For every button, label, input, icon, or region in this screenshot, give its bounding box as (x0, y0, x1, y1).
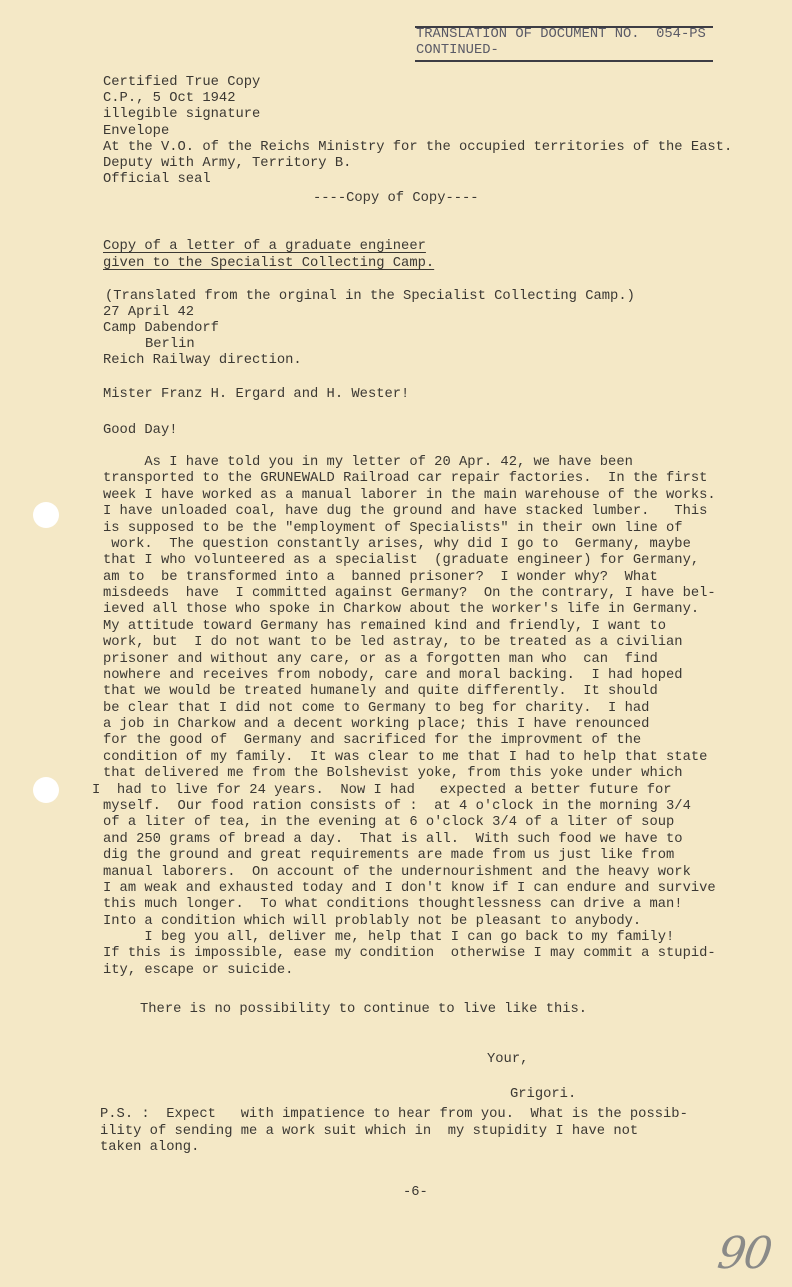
body-line: condition of my family. It was clear to me that I had to help that state (103, 749, 708, 765)
copy-of-copy: ----Copy of Copy---- (313, 191, 479, 206)
body-line: ieved all those who spoke in Charkow about the worker's life in Germany. (103, 602, 700, 618)
translated-note: (Translated from the orginal in the Specialist Collecting Camp.) (105, 289, 635, 304)
body-line: that I who volunteered as a specialist (graduate engineer) for Germany, (103, 553, 700, 569)
letter-salutation: Mister Franz H. Ergard and H. Wester! (103, 387, 410, 402)
certification-line: Official seal (103, 172, 211, 188)
closing-line: There is no possibility to continue to live like this. (140, 1002, 588, 1017)
body-line: Into a condition which will problably not be pleasant to anybody. (103, 913, 642, 929)
body-line: am to be transformed into a banned prisoner? I wonder why? What (103, 569, 658, 585)
body-line: ity, escape or suicide. (103, 962, 294, 978)
body-line: work, but I do not want to be led astray, to be treated as a civilian (103, 635, 683, 651)
body-line: that we would be treated humanely and quite differently. It should (103, 684, 658, 700)
handwritten-page-number: 90 (714, 1228, 774, 1279)
subject-line-2: given to the Specialist Collecting Camp. (103, 256, 435, 271)
body-line: dig the ground and great requirements are made from us just like from (103, 848, 675, 864)
certification-line: Envelope (103, 123, 170, 139)
body-line: As I have told you in my letter of 20 Apr. 42, we have been (103, 455, 633, 470)
certification-line: C.P., 5 Oct 1942 (103, 91, 236, 107)
valediction: Your, (487, 1052, 529, 1067)
body-line: this much longer. To what conditions thoughtlessness can drive a man! (103, 897, 683, 913)
body-line: for the good of Germany and sacrificed for the improvment of the (103, 733, 642, 749)
body-line: week I have worked as a manual laborer in the main warehouse of the works. (103, 487, 716, 503)
document-continued: CONTINUED- (416, 43, 499, 58)
body-line: prisoner and without any care, or as a forgotten man who can find (103, 651, 658, 667)
certification-line: illegible signature (103, 107, 261, 123)
body-line: that delivered me from the Bolshevist yoke, from this yoke under which (103, 766, 683, 782)
body-line: be clear that I did not come to Germany to beg for charity. I had (103, 700, 650, 716)
certification-line: At the V.O. of the Reichs Ministry for the occupied territories of the East. (103, 139, 733, 155)
postscript-line: ility of sending me a work suit which in my stupidity I have not (100, 1123, 639, 1139)
letter-date: 27 April 42 (103, 305, 195, 320)
body-line: I beg you all, deliver me, help that I can go back to my family! (103, 930, 675, 946)
body-line: a job in Charkow and a decent working place; this I have renounced (103, 717, 650, 733)
certification-line: Deputy with Army, Territory B. (103, 156, 352, 171)
body-line: and 250 grams of bread a day. That is all. With such food we have to (103, 831, 683, 847)
punch-hole-bottom (33, 777, 59, 803)
body-line: misdeeds have I committed against Germany? On the contrary, I have bel- (103, 586, 716, 602)
body-line: of a liter of tea, in the evening at 6 o'clock 3/4 of a liter of soup (103, 815, 675, 831)
body-line: I had to live for 24 years. Now I had expected a better future for (92, 782, 672, 798)
letter-place: Camp Dabendorf (103, 321, 219, 336)
signature: Grigori. (510, 1087, 577, 1102)
postscript-line: P.S. : Expect with impatience to hear from you. What is the possib- (100, 1107, 688, 1122)
document-title: TRANSLATION OF DOCUMENT NO. 054-PS (416, 27, 706, 42)
body-line: If this is impossible, ease my condition otherwise I may commit a stupid- (103, 946, 716, 962)
punch-hole-top (33, 502, 59, 528)
body-line: My attitude toward Germany has remained kind and friendly, I want to (103, 618, 667, 634)
body-line: is supposed to be the "employment of Specialists" in their own line of (103, 520, 683, 536)
body-line: I have unloaded coal, have dug the ground and have stacked lumber. This (103, 504, 708, 520)
body-line: transported to the GRUNEWALD Railroad car repair factories. In the first (103, 471, 708, 487)
certification-line: Certified True Copy (103, 75, 261, 90)
body-line: work. The question constantly arises, why did I go to Germany, maybe (103, 536, 691, 552)
letter-city: Berlin (145, 337, 195, 352)
postscript-line: taken along. (100, 1140, 200, 1155)
subject-line-1: Copy of a letter of a graduate engineer (103, 239, 426, 254)
header-rule-bottom (415, 60, 713, 62)
page-number: -6- (403, 1185, 428, 1200)
body-line: manual laborers. On account of the undernourishment and the heavy work (103, 864, 691, 880)
body-line: I am weak and exhausted today and I don't know if I can endure and survive (103, 880, 716, 896)
body-line: myself. Our food ration consists of : at 4 o'clock in the morning 3/4 (103, 798, 691, 814)
letter-addressee: Reich Railway direction. (103, 353, 302, 368)
body-line: nowhere and receives from nobody, care and moral backing. I had hoped (103, 667, 683, 683)
letter-greeting: Good Day! (103, 423, 178, 438)
